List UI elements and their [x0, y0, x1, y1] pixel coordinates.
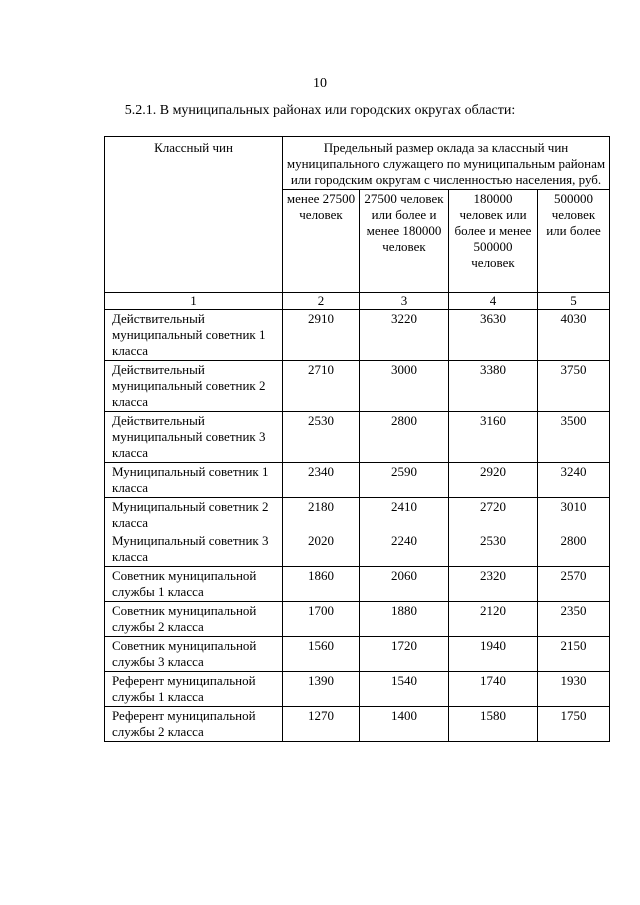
salary-value: 2240	[360, 532, 449, 567]
page-number: 10	[313, 76, 327, 91]
salary-value: 2320	[449, 567, 538, 602]
salary-value: 2570	[538, 567, 610, 602]
salary-value: 1700	[283, 602, 360, 637]
salary-value: 2180	[283, 498, 360, 533]
rank-label: Действительный муниципальный советник 1 класса	[105, 310, 283, 361]
table-row	[105, 707, 610, 742]
subheader-3: 180000 человек или более и менее 500000 человек	[449, 190, 538, 293]
salary-value: 2910	[283, 310, 360, 361]
salary-value: 1930	[538, 672, 610, 707]
table-row	[105, 532, 610, 567]
salary-value: 3000	[360, 361, 449, 412]
salary-value: 2060	[360, 567, 449, 602]
table-row	[105, 463, 610, 498]
salary-value: 2530	[283, 412, 360, 463]
salary-value: 2350	[538, 602, 610, 637]
table-row	[105, 567, 610, 602]
header-row	[105, 137, 610, 190]
table-row	[105, 310, 610, 361]
salary-value: 1580	[449, 707, 538, 742]
salary-value: 1720	[360, 637, 449, 672]
column-number: 4	[449, 293, 538, 310]
salary-value: 3750	[538, 361, 610, 412]
rank-label: Референт муниципальной службы 1 класса	[105, 672, 283, 707]
salary-value: 1560	[283, 637, 360, 672]
subheader-1: менее 27500 человек	[283, 190, 360, 293]
salary-value: 1540	[360, 672, 449, 707]
column-number-row	[105, 293, 610, 310]
table-body	[105, 137, 610, 742]
salary-value: 3380	[449, 361, 538, 412]
salary-value: 1270	[283, 707, 360, 742]
rank-label: Советник муниципальной службы 1 класса	[105, 567, 283, 602]
salary-value: 2410	[360, 498, 449, 533]
table-row	[105, 672, 610, 707]
salary-value: 1880	[360, 602, 449, 637]
header-group: Предельный размер оклада за классный чин муниципального служащего по муниципальным районам или городским округам с численностью населения, руб.	[283, 137, 610, 190]
table-row	[105, 412, 610, 463]
rank-label: Действительный муниципальный советник 2 класса	[105, 361, 283, 412]
rank-label: Референт муниципальной службы 2 класса	[105, 707, 283, 742]
salary-value: 2150	[538, 637, 610, 672]
rank-label: Муниципальный советник 3 класса	[105, 532, 283, 567]
salary-table	[104, 136, 610, 742]
salary-value: 3010	[538, 498, 610, 533]
subheader-4: 500000 человек или более	[538, 190, 610, 293]
table-row	[105, 498, 610, 533]
salary-value: 1750	[538, 707, 610, 742]
salary-value: 3630	[449, 310, 538, 361]
salary-value: 4030	[538, 310, 610, 361]
rank-label: Муниципальный советник 1 класса	[105, 463, 283, 498]
column-number: 3	[360, 293, 449, 310]
rank-label: Муниципальный советник 2 класса	[105, 498, 283, 533]
salary-value: 1740	[449, 672, 538, 707]
table-row	[105, 361, 610, 412]
salary-value: 2020	[283, 532, 360, 567]
salary-value: 2920	[449, 463, 538, 498]
salary-value: 1400	[360, 707, 449, 742]
salary-value: 2530	[449, 532, 538, 567]
table-row	[105, 637, 610, 672]
rank-label: Советник муниципальной службы 2 класса	[105, 602, 283, 637]
salary-value: 3160	[449, 412, 538, 463]
header-class: Классный чин	[105, 137, 283, 293]
salary-value: 2340	[283, 463, 360, 498]
salary-value: 2120	[449, 602, 538, 637]
column-number: 2	[283, 293, 360, 310]
salary-value: 1860	[283, 567, 360, 602]
salary-value: 3500	[538, 412, 610, 463]
table-row	[105, 602, 610, 637]
section-title: 5.2.1. В муниципальных районах или городских округах области:	[124, 103, 516, 118]
salary-value: 3220	[360, 310, 449, 361]
salary-value: 3240	[538, 463, 610, 498]
salary-value: 2800	[360, 412, 449, 463]
salary-value: 1390	[283, 672, 360, 707]
salary-value: 2710	[283, 361, 360, 412]
rank-label: Действительный муниципальный советник 3 класса	[105, 412, 283, 463]
rank-label: Советник муниципальной службы 3 класса	[105, 637, 283, 672]
salary-value: 1940	[449, 637, 538, 672]
column-number: 1	[105, 293, 283, 310]
salary-value: 2590	[360, 463, 449, 498]
salary-value: 2800	[538, 532, 610, 567]
column-number: 5	[538, 293, 610, 310]
salary-value: 2720	[449, 498, 538, 533]
subheader-2: 27500 человек или более и менее 180000 человек	[360, 190, 449, 293]
